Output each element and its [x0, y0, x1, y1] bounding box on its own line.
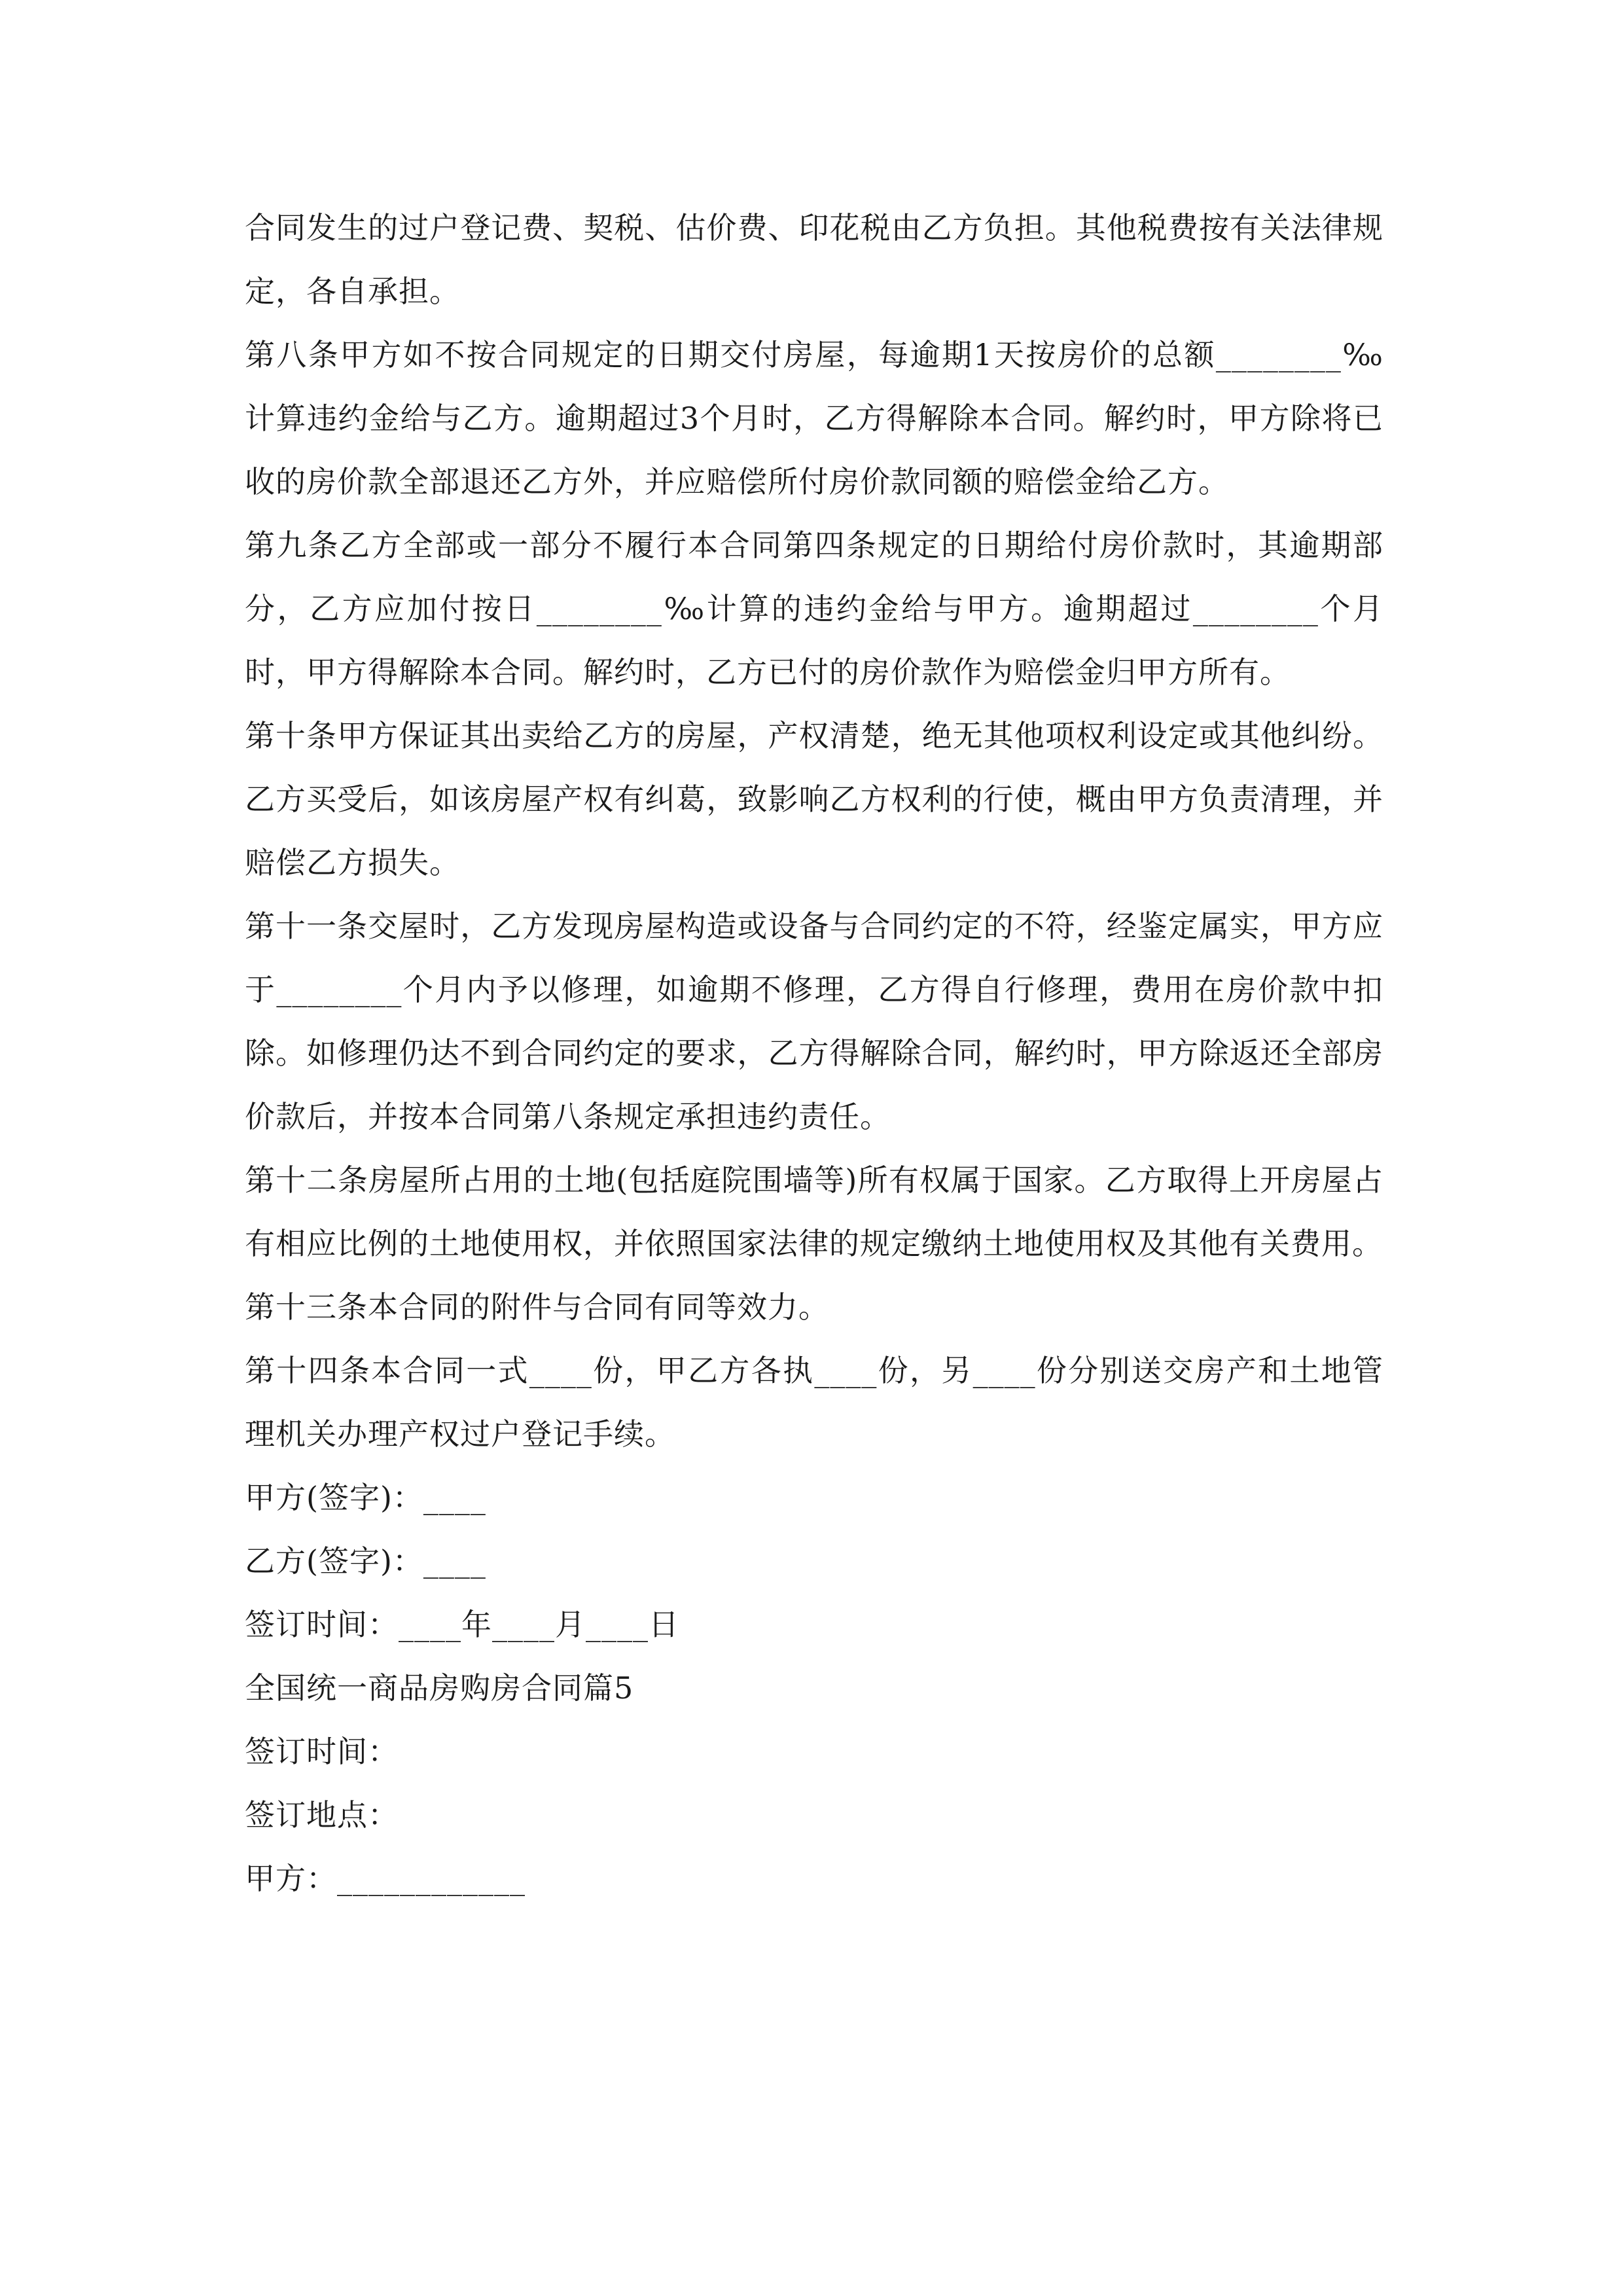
party-a-line: 甲方：____________	[245, 1861, 526, 1896]
signing-place-line: 签订地点：	[245, 1797, 399, 1833]
paragraph-article-9: 第九条乙方全部或一部分不履行本合同第四条规定的日期给付房价款时，其逾期部分，乙方应加付按日________‰计算的违约金给与甲方。逾期超过________个月时，甲方得解除本合同。解约时，乙方已付的房价款作为赔偿金归甲方所有。	[245, 528, 1383, 690]
paragraph-article-8: 第八条甲方如不按合同规定的日期交付房屋，每逾期1天按房价的总额________‰计算违约金给与乙方。逾期超过3个月时，乙方得解除本合同。解约时，甲方除将已收的房价款全部退还乙方外，并应赔偿所付房价款同额的赔偿金给乙方。	[245, 337, 1383, 499]
paragraph-article-11: 第十一条交屋时，乙方发现房屋构造或设备与合同约定的不符，经鉴定属实，甲方应于________个月内予以修理，如逾期不修理，乙方得自行修理，费用在房价款中扣除。如修理仍达不到合同约定的要求，乙方得解除合同，解约时，甲方除返还全部房价款后，并按本合同第八条规定承担违约责任。	[245, 908, 1383, 1134]
party-a-signature-line: 甲方(签字)：____	[245, 1480, 486, 1515]
signing-date-line: 签订时间：____年____月____日	[245, 1607, 679, 1642]
document-body	[245, 196, 1383, 1910]
party-b-signature-line: 乙方(签字)：____	[245, 1543, 486, 1579]
paragraph-article-14: 第十四条本合同一式____份，甲乙方各执____份，另____份分别送交房产和土地管理机关办理产权过户登记手续。	[245, 1353, 1383, 1452]
paragraph-article-10: 第十条甲方保证其出卖给乙方的房屋，产权清楚，绝无其他项权利设定或其他纠纷。乙方买受后，如该房屋产权有纠葛，致影响乙方权利的行使，概由甲方负责清理，并赔偿乙方损失。	[245, 718, 1383, 880]
section-heading: 全国统一商品房购房合同篇5	[245, 1670, 634, 1706]
paragraph-article-13: 第十三条本合同的附件与合同有同等效力。	[245, 1289, 829, 1325]
paragraph-article-12: 第十二条房屋所占用的土地(包括庭院围墙等)所有权属于国家。乙方取得上开房屋占有相应比例的土地使用权，并依照国家法律的规定缴纳土地使用权及其他有关费用。	[245, 1162, 1383, 1261]
signing-time-line: 签订时间：	[245, 1734, 399, 1769]
paragraph-tax-burden: 合同发生的过户登记费、契税、估价费、印花税由乙方负担。其他税费按有关法律规定，各自承担。	[245, 210, 1383, 309]
